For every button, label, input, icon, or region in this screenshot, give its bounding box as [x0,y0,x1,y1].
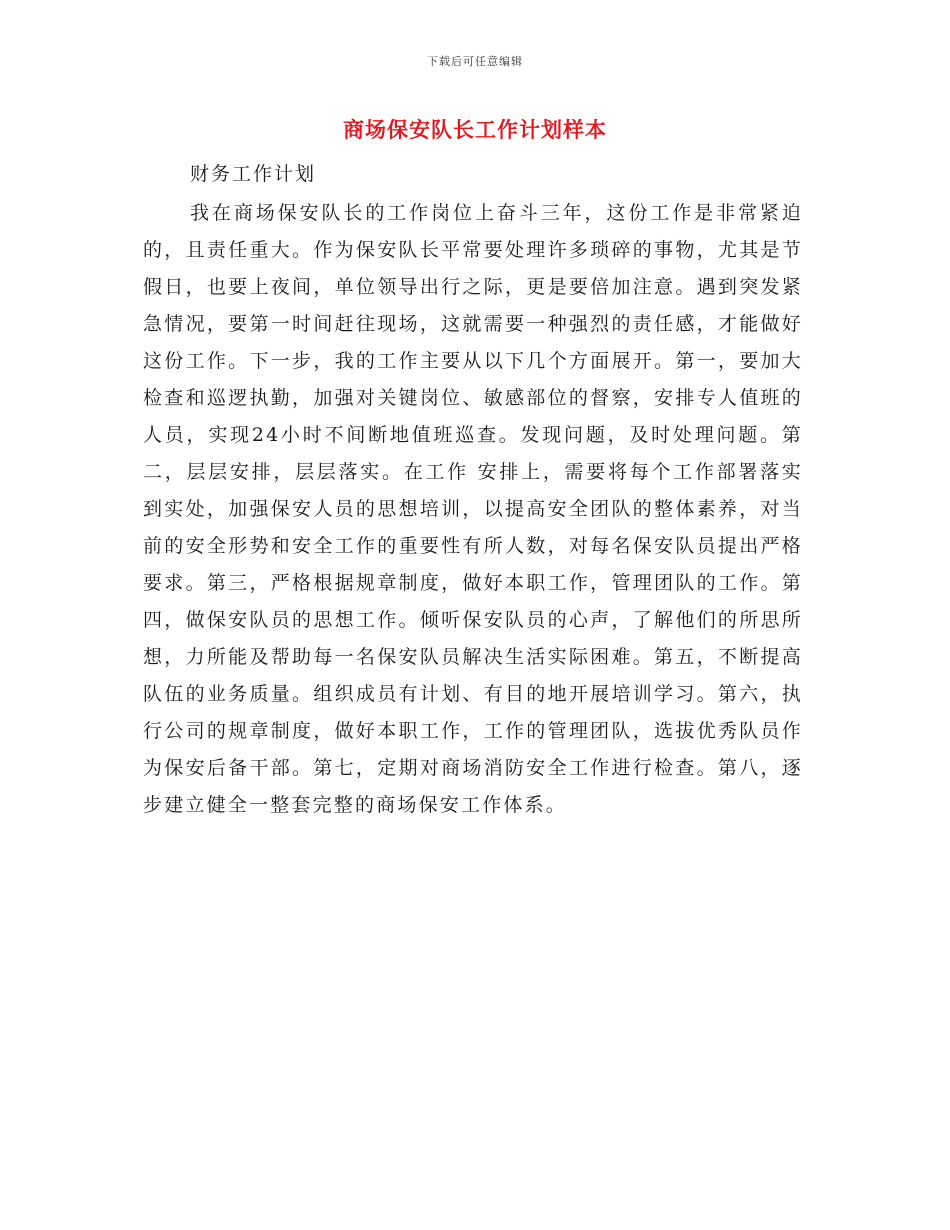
page-header-note: 下载后可任意编辑 [427,55,523,68]
document-title: 商场保安队长工作计划样本 [343,117,607,142]
body-paragraph: 我在商场保安队长的工作岗位上奋斗三年，这份工作是非常紧迫的，且责任重大。作为保安队长平常要处理许多琐碎的事物，尤其是节假日，也要上夜间，单位领导出行之际，更是要倍加注意。遇到突发紧急情况，要第一时间赶往现场，这就需要一种强烈的责任感，才能做好这份工作。下一步，我的工作主要从以下几个方面展开。第一，要加大检查和巡逻执勤，加强对关键岗位、敏感部位的督察，安排专人值班的人员，实现24小时不间断地值班巡查。发现问题，及时处理问题。第二，层层安排，层层落实。在工作 安排上，需要将每个工作部署落实到实处，加强保安人员的思想培训，以提高安全团队的整体素养，对当前的安全形势和安全工作的重要性有所人数，对每名保安队员提出严格要求。第三，严格根据规章制度，做好本职工作，管理团队的工作。第四，做保安队员的思想工作。倾听保安队员的心声，了解他们的所思所想，力所能及帮助每一名保安队员解决生活实际困难。第五，不断提高队伍的业务质量。组织成员有计划、有目的地开展培训学习。第六，执行公司的规章制度，做好本职工作，工作的管理团队，选拔优秀队员作为保安后备干部。第七，定期对商场消防安全工作进行检查。第八，逐步建立健全一整套完整的商场保安工作体系。 [143,202,803,816]
section-subheading: 财务工作计划 [190,163,317,185]
